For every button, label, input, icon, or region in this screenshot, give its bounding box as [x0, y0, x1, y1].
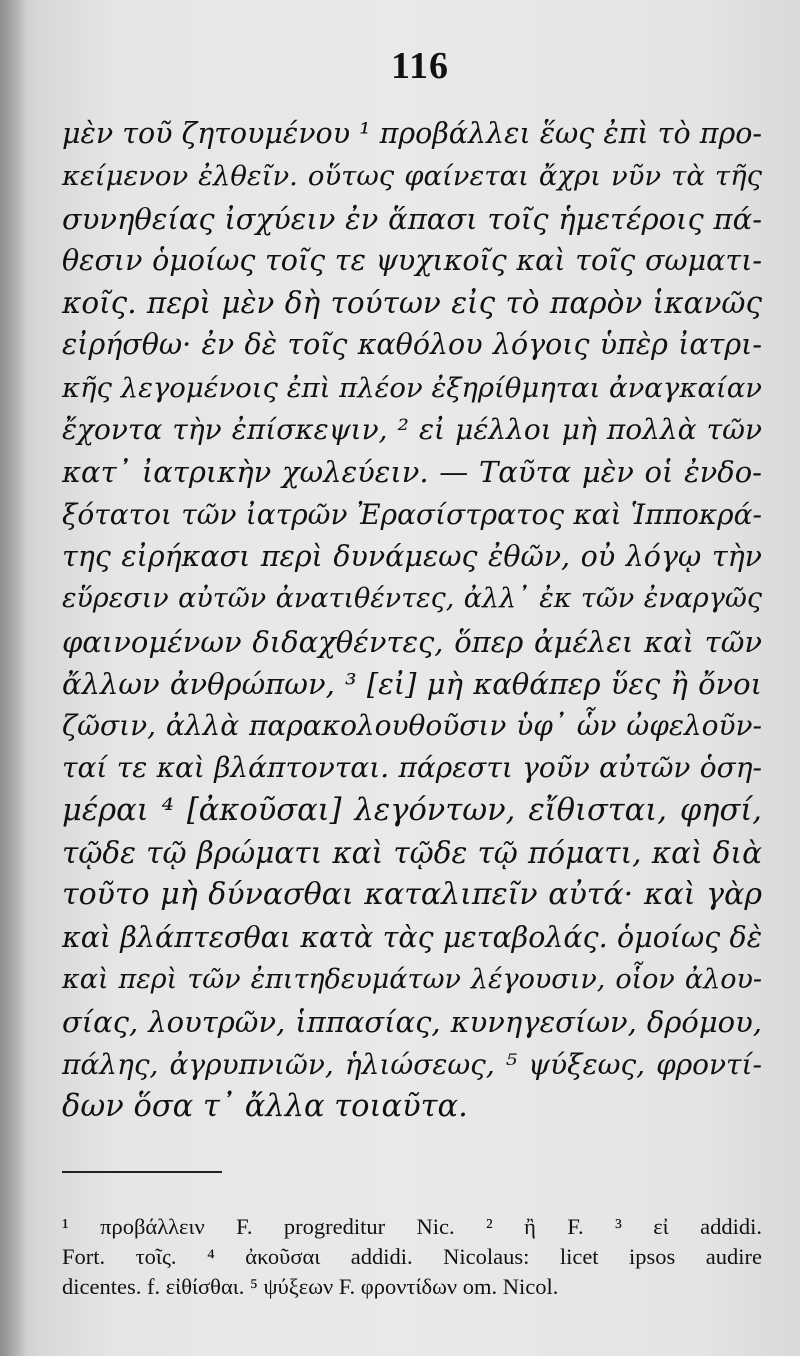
text-line: τοῦτο μὴ δύνασθαι καταλιπεῖν αὐτά· καὶ γὰρ — [62, 877, 762, 913]
text-line: μέραι ⁴ [ἀκοῦσαι] λεγόντων, εἴθισται, φησί, — [62, 792, 762, 828]
text-line: πάλης, ἀγρυπνιῶν, ἡλιώσεως, ⁵ ψύξεως, φροντί- — [62, 1047, 762, 1081]
text-line: συνηθείας ἰσχύειν ἐν ἅπασι τοῖς ἡμετέροις πά- — [62, 201, 762, 236]
text-line: φαινομένων διδαχθέντες, ὅπερ ἀμέλει καὶ τῶν — [62, 624, 762, 659]
text-line: καὶ περὶ τῶν ἐπιτηδευμάτων λέγουσιν, οἷον ἀλου- — [62, 963, 762, 995]
text-line: κατ᾽ ἰατρικὴν χωλεύειν. — Ταῦτα μὲν οἱ ἐνδο- — [62, 455, 762, 490]
text-line: κείμενον ἐλθεῖν. οὕτως φαίνεται ἄχρι νῦν τὰ τῆς — [62, 160, 762, 193]
text-line: της εἰρήκασι περὶ δυνάμεως ἐθῶν, οὐ λόγῳ τὴν — [62, 539, 762, 573]
text-line: τῷδε τῷ βρώματι καὶ τῷδε τῷ πόματι, καὶ διὰ — [62, 836, 762, 871]
footnote-line: ¹ προβάλλειν F. progreditur Nic. ² ἢ F. ³ εἰ addidi. — [62, 1214, 762, 1239]
text-line: εἰρήσθω· ἐν δὲ τοῖς καθόλου λόγοις ὑπὲρ ἰατρι- — [62, 328, 762, 362]
main-text — [62, 113, 762, 1128]
text-line: ἔχοντα τὴν ἐπίσκεψιν, ² εἰ μέλλοι μὴ πολλὰ τῶν — [62, 413, 762, 447]
text-line: ξότατοι τῶν ἰατρῶν Ἐρασίστρατος καὶ Ἱπποκρά- — [62, 497, 762, 531]
text-line: μὲν τοῦ ζητουμένου ¹ προβάλλει ἕως ἐπὶ τὸ προ- — [62, 117, 762, 150]
text-line: ταί τε καὶ βλάπτονται. πάρεστι γοῦν αὐτῶν ὁση- — [62, 751, 762, 785]
footnote-line: Fort. τοῖς. ⁴ ἀκοῦσαι addidi. Nicolaus: licet ipsos audire — [62, 1244, 762, 1269]
footnotes — [62, 1212, 762, 1302]
footnote-rule — [62, 1171, 222, 1173]
text-line: δων ὅσα τ᾽ ἄλλα τοιαῦτα. — [62, 1088, 468, 1124]
binding-shadow — [0, 0, 26, 1356]
text-line: θεσιν ὁμοίως τοῖς τε ψυχικοῖς καὶ τοῖς σωματι- — [62, 243, 762, 277]
footnote-line: dicentes. f. εἰθίσθαι. ⁵ ψύξεων F. φροντίδων om. Nicol. — [62, 1274, 559, 1299]
text-line: ζῶσιν, ἀλλὰ παρακολουθοῦσιν ὑφ᾽ ὧν ὠφελοῦν- — [62, 709, 762, 743]
text-line: κῆς λεγομένοις ἐπὶ πλέον ἐξηρίθμηται ἀναγκαίαν — [62, 371, 762, 404]
text-line: σίας, λουτρῶν, ἱππασίας, κυνηγεσίων, δρόμου, — [62, 1005, 762, 1040]
text-line: καὶ βλάπτεσθαι κατὰ τὰς μεταβολάς. ὁμοίως δὲ — [62, 920, 762, 954]
text-line: ἄλλων ἀνθρώπων, ³ [εἰ] μὴ καθάπερ ὕες ἢ ὄνοι — [62, 666, 762, 701]
text-line: κοῖς. περὶ μὲν δὴ τούτων εἰς τὸ παρὸν ἱκανῶς — [62, 286, 762, 321]
page-number: 116 — [391, 45, 449, 87]
text-line: εὕρεσιν αὐτῶν ἀνατιθέντες, ἀλλ᾽ ἐκ τῶν ἐναργῶς — [62, 583, 762, 615]
